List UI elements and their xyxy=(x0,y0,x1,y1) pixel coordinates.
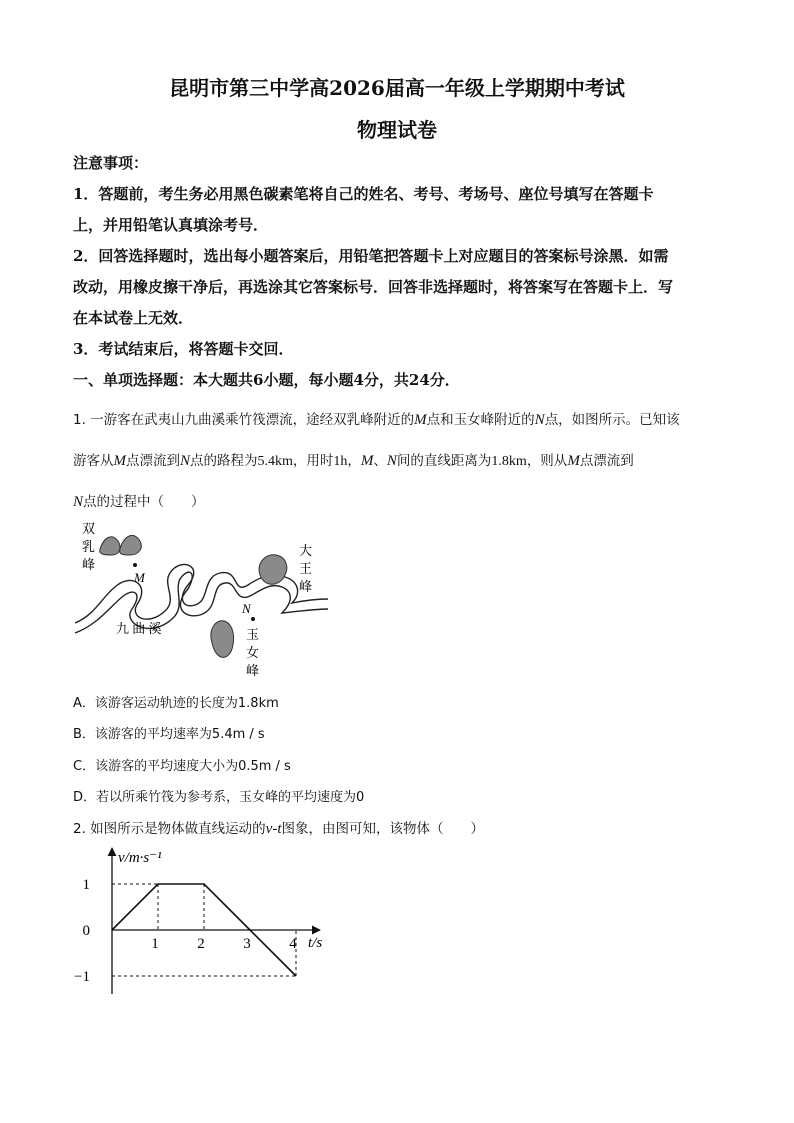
note-line: 1．答题前，考生务必用黑色碳素笔将自己的姓名、考号、考场号、座位号填写在答题卡 xyxy=(73,185,654,203)
twin-peak-right xyxy=(120,535,142,555)
y-tick-label: 0 xyxy=(82,923,90,939)
x-tick-label: 2 xyxy=(197,936,205,952)
label-shuangru: 双 乳 峰 xyxy=(82,521,96,572)
note-line: 上，并用铅笔认真填涂考号． xyxy=(73,216,269,234)
river-map-figure xyxy=(70,515,330,685)
x-axis-label: t/s xyxy=(308,935,323,951)
y-tick-label: −1 xyxy=(74,969,90,985)
question-1-line1: 1. 一游客在武夷山九曲溪乘竹筏漂流，途经双乳峰附近的M点和玉女峰附近的N点，如图所示。已知该 xyxy=(73,412,680,428)
page-subtitle: 物理试卷 xyxy=(357,118,437,142)
vt-chart xyxy=(70,842,340,1007)
x-tick-label: 1 xyxy=(151,936,159,952)
note-line: 改动，用橡皮擦干净后，再选涂其它答案标号．回答非选择题时，将答案写在答题卡上．写 xyxy=(73,278,674,296)
x-tick-label: 3 xyxy=(243,936,251,952)
label-dawang: 大 王 峰 xyxy=(299,543,313,594)
question-1-line2: 游客从M点漂流到N点的路程为5.4km，用时1h，M、N间的直线距离为1.8km，则从M点漂流到 xyxy=(73,453,634,469)
option-a[interactable]: A．该游客运动轨迹的长度为1.8km xyxy=(73,696,279,711)
option-d[interactable]: D．若以所乘竹筏为参考系，玉女峰的平均速度为0 xyxy=(73,790,365,805)
twin-peak-left xyxy=(100,537,120,555)
question-2-stem: 2. 如图所示是物体做直线运动的v-t图象，由图可知，该物体（ ） xyxy=(73,821,484,837)
option-b[interactable]: B．该游客的平均速率为5.4m / s xyxy=(73,727,265,742)
yunv-peak xyxy=(211,621,234,658)
note-line: 在本试卷上无效． xyxy=(73,309,194,327)
point-m-marker xyxy=(133,563,137,567)
point-n-label: N xyxy=(242,601,251,616)
notes-heading: 注意事项： xyxy=(73,154,149,172)
x-tick-label: 4 xyxy=(289,936,297,952)
section-heading: 一、单项选择题：本大题共6小题，每小题4分，共24分． xyxy=(73,371,460,389)
y-tick-label: 1 xyxy=(82,877,90,893)
note-line: 3．考试结束后，将答题卡交回． xyxy=(73,340,294,358)
page-title: 昆明市第三中学高2026届高一年级上学期期中考试 xyxy=(169,76,625,100)
label-yunv: 玉 女 峰 xyxy=(246,627,260,678)
river-bank-lower xyxy=(75,572,328,633)
dawang-peak xyxy=(259,555,287,585)
point-m-label: M xyxy=(134,570,145,585)
question-1-line3: N点的过程中（ ） xyxy=(73,494,205,510)
label-river: 九 曲 溪 xyxy=(116,621,162,636)
point-n-marker xyxy=(251,617,255,621)
note-line: 2．回答选择题时，选出每小题答案后，用铅笔把答题卡上对应题目的答案标号涂黑．如需 xyxy=(73,247,669,265)
option-c[interactable]: C．该游客的平均速度大小为0.5m / s xyxy=(73,759,291,774)
y-axis-label: v/m·s⁻¹ xyxy=(118,850,162,866)
